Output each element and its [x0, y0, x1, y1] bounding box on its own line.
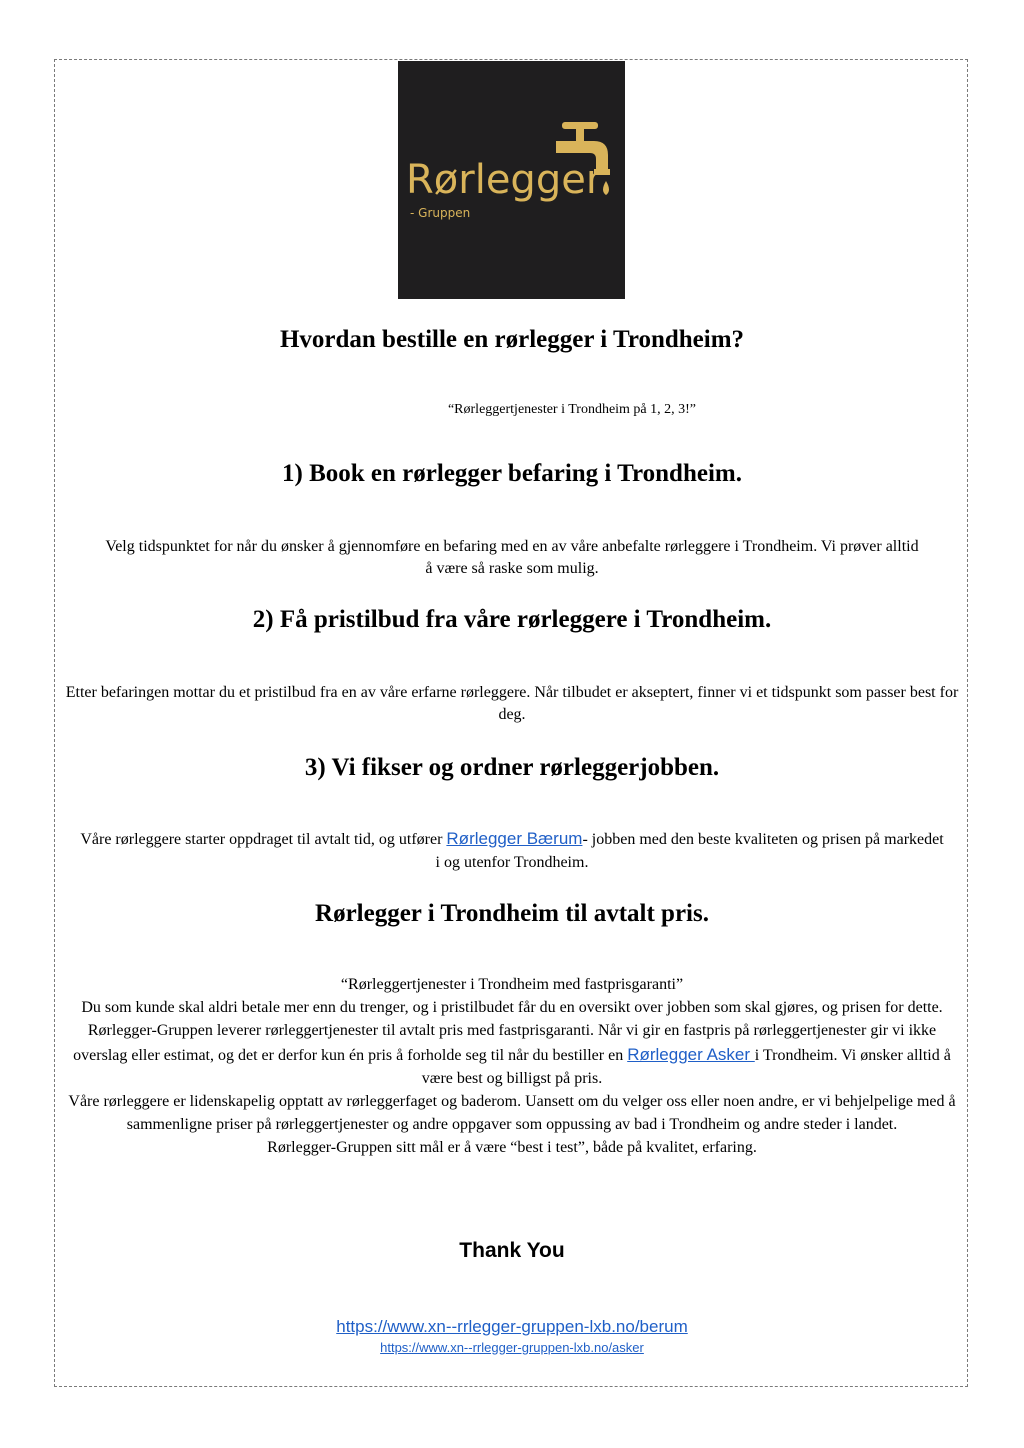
- company-logo: [398, 61, 625, 299]
- step-1-text: Velg tidspunktet for når du ønsker å gjennomføre en befaring med en av våre anbefalte rørleggere i Trondheim. Vi prøver alltid å være så raske som mulig.: [105, 538, 919, 577]
- page-title: Hvordan bestille en rørlegger i Trondheim?: [279, 326, 745, 353]
- rorlegger-asker-link[interactable]: Rørlegger Asker: [627, 1044, 755, 1064]
- tagline: “Rørleggertjenester i Trondheim på 1, 2, 3!”: [447, 402, 697, 417]
- url-berum-container: [60, 1316, 964, 1338]
- step-3-heading: 3) Vi fikser og ordner rørleggerjobben.: [304, 754, 720, 781]
- faucet-icon: [398, 61, 625, 299]
- logo-sub: - Gruppen: [410, 206, 471, 220]
- rorlegger-baerum-link[interactable]: Rørlegger Bærum: [446, 829, 583, 848]
- step-3-text-before: Våre rørleggere starter oppdraget til avtalt tid, og utfører: [80, 831, 447, 848]
- step-1-heading: 1) Book en rørlegger befaring i Trondheim.: [282, 460, 742, 487]
- pricing-heading: Rørlegger i Trondheim til avtalt pris.: [315, 900, 709, 927]
- pricing-p2-after: i Trondheim. Vi ønsker alltid å være best og billigst på pris.: [421, 1046, 951, 1087]
- pricing-paragraph-2: [60, 1019, 964, 1090]
- pricing-paragraph-1: Du som kunde skal aldri betale mer enn du trenger, og i pristilbudet får du en oversikt over jobben som skal gjøres, og prisen for dette.: [81, 999, 943, 1017]
- step-2-text: Etter befaringen mottar du et pristilbud fra en av våre erfarne rørleggere. Når tilbudet er akseptert, finner vi et tidspunkt som passer best for deg.: [65, 684, 959, 723]
- pricing-p2-before: Rørlegger-Gruppen leverer rørleggertjenester til avtalt pris med fastprisgaranti. Når vi gir en fastpris på rørleggertjenester gir vi ikke overslag eller estimat, og det er derfor kun én pris å forholde seg til når du bestiller en: [73, 1022, 937, 1064]
- url-asker-link[interactable]: https://www.xn--rrlegger-gruppen-lxb.no/asker: [380, 1340, 644, 1355]
- logo-brand: Rørlegger: [406, 157, 603, 203]
- url-asker-container: [60, 1339, 964, 1356]
- pricing-body: [60, 973, 964, 1160]
- pricing-paragraph-3: Våre rørleggere er lidenskapelig opptatt av rørleggerfaget og baderom. Uansett om du velger oss eller noen andre, er vi behjelpelige med å sammenligne priser på rørleggertjenester og andre oppgaver som oppussing av bad i Trondheim og andre steder i landet.: [68, 1093, 956, 1134]
- url-berum-link[interactable]: https://www.xn--rrlegger-gruppen-lxb.no/berum: [336, 1317, 688, 1336]
- step-3-text-after: - jobben med den beste kvaliteten og prisen på markedet i og utenfor Trondheim.: [435, 831, 944, 871]
- step-2-heading: 2) Få pristilbud fra våre rørleggere i Trondheim.: [252, 606, 772, 633]
- thank-you: Thank You: [459, 1239, 565, 1262]
- pricing-quote: “Rørleggertjenester i Trondheim med fastprisgaranti”: [340, 976, 684, 993]
- pricing-paragraph-4: Rørlegger-Gruppen sitt mål er å være “best i test”, både på kvalitet, erfaring.: [267, 1139, 757, 1157]
- step-3-text: [60, 827, 964, 874]
